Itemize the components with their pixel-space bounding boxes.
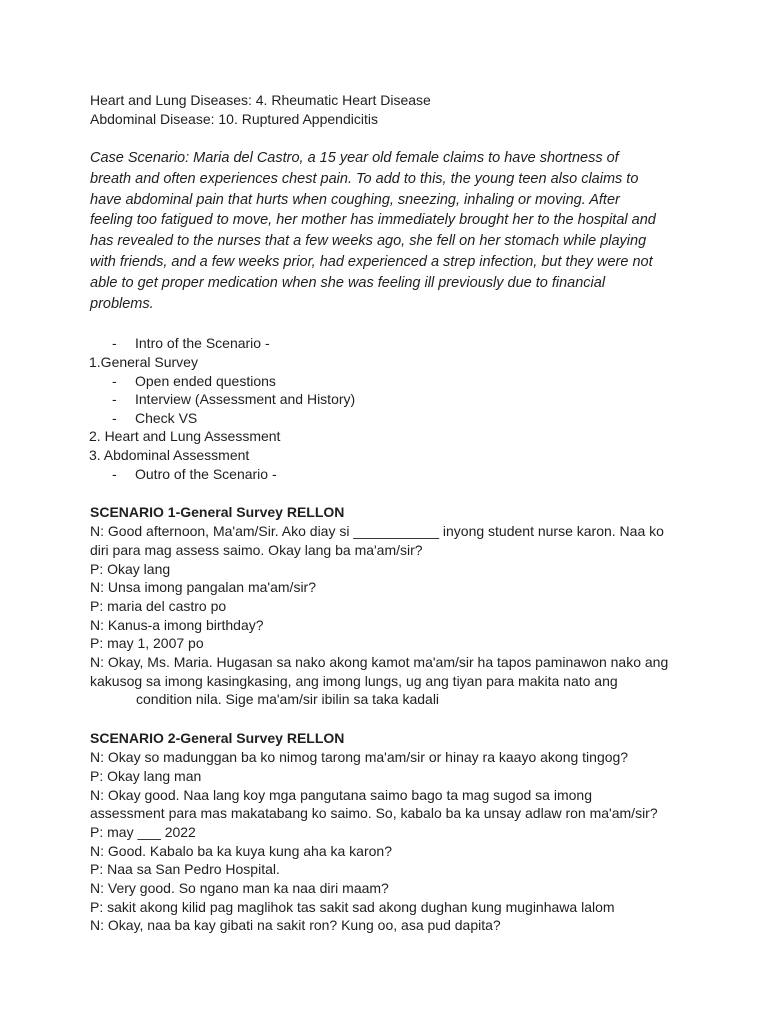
case-scenario-paragraph: Case Scenario: Maria del Castro, a 15 year old female claims to have shortness of breath and often experiences chest pain. To add to this, the young teen also claims to have abdominal pain that hurts when coughing, sneezing, inhaling or moving. After feeling too fatigued to move, her mother has immediately brought her to the hospital and has revealed to the nurses that a few weeks ago, she fell on her stomach while playing with friends, and a few weeks prior, had experienced a strep infection, but they were not able to get proper medication when she was feeling ill previously due to financial problems. <box>90 150 656 312</box>
dialog-line: N: Okay, Ms. Maria. Hugasan sa nako akong kamot ma'am/sir ha tapos paminawon nako ang kakusog sa imong kasingkasing, ang imong lungs, ug ang tiyan para makita nato ang <box>90 654 669 689</box>
outline-intro: - Intro of the Scenario - <box>90 334 708 353</box>
outline-outro: - Outro of the Scenario - <box>90 465 708 484</box>
scenario-1-section <box>90 503 708 709</box>
scenario-2-section <box>90 729 708 935</box>
scenario-2-title: SCENARIO 2-General Survey RELLON <box>90 730 345 747</box>
dialog-line: P: may 1, 2007 po <box>90 635 204 652</box>
outline-general-survey: 1.General Survey <box>89 353 198 370</box>
dialog-line: P: Naa sa San Pedro Hospital. <box>90 861 280 878</box>
disease-header <box>90 91 708 129</box>
outline-heart-lung: 2. Heart and Lung Assessment <box>89 428 281 445</box>
dialog-line: N: Very good. So ngano man ka naa diri maam? <box>90 880 389 897</box>
outline-gs-item: - Check VS <box>90 409 708 428</box>
dialog-line: N: Good afternoon, Ma'am/Sir. Ako diay si ___________ inyong student nurse karon. Naa ko diri para mag assess saimo. Okay lang ba ma'am/sir? <box>90 523 664 558</box>
dialog-line-indented: condition nila. Sige ma'am/sir ibilin sa taka kadali <box>136 691 440 708</box>
outline-gs-item: - Open ended questions <box>90 372 708 391</box>
dialog-line: P: may ___ 2022 <box>90 823 196 840</box>
abdominal-disease-line: Abdominal Disease: 10. Ruptured Appendicitis <box>90 111 378 127</box>
heart-lung-disease-line: Heart and Lung Diseases: 4. Rheumatic Heart Disease <box>90 92 431 108</box>
outline-abdominal: 3. Abdominal Assessment <box>89 446 250 463</box>
scenario-outline <box>90 334 708 483</box>
dialog-line: N: Okay, naa ba kay gibati na sakit ron? Kung oo, asa pud dapita? <box>90 917 501 934</box>
dialog-line: N: Unsa imong pangalan ma'am/sir? <box>90 579 317 596</box>
dialog-line: N: Okay so madunggan ba ko nimog tarong ma'am/sir or hinay ra kaayo akong tingog? <box>90 749 629 766</box>
dialog-line: N: Okay good. Naa lang koy mga pangutana saimo bago ta mag sugod sa imong assessment para mas makatabang ko saimo. So, kabalo ba ka unsay adlaw ron ma'am/sir? <box>90 786 658 822</box>
dialog-line: P: maria del castro po <box>90 597 227 614</box>
outline-gs-item: - Interview (Assessment and History) <box>90 390 708 409</box>
dialog-line: N: Good. Kabalo ba ka kuya kung aha ka karon? <box>90 842 392 859</box>
scenario-1-title: SCENARIO 1-General Survey RELLON <box>90 504 345 521</box>
dialog-line: P: Okay lang <box>90 560 171 577</box>
dialog-line: P: sakit akong kilid pag maglihok tas sakit sad akong dughan kung muginhawa lalom <box>90 898 615 915</box>
dialog-line: N: Kanus-a imong birthday? <box>90 616 264 633</box>
dialog-line: P: Okay lang man <box>90 767 202 784</box>
